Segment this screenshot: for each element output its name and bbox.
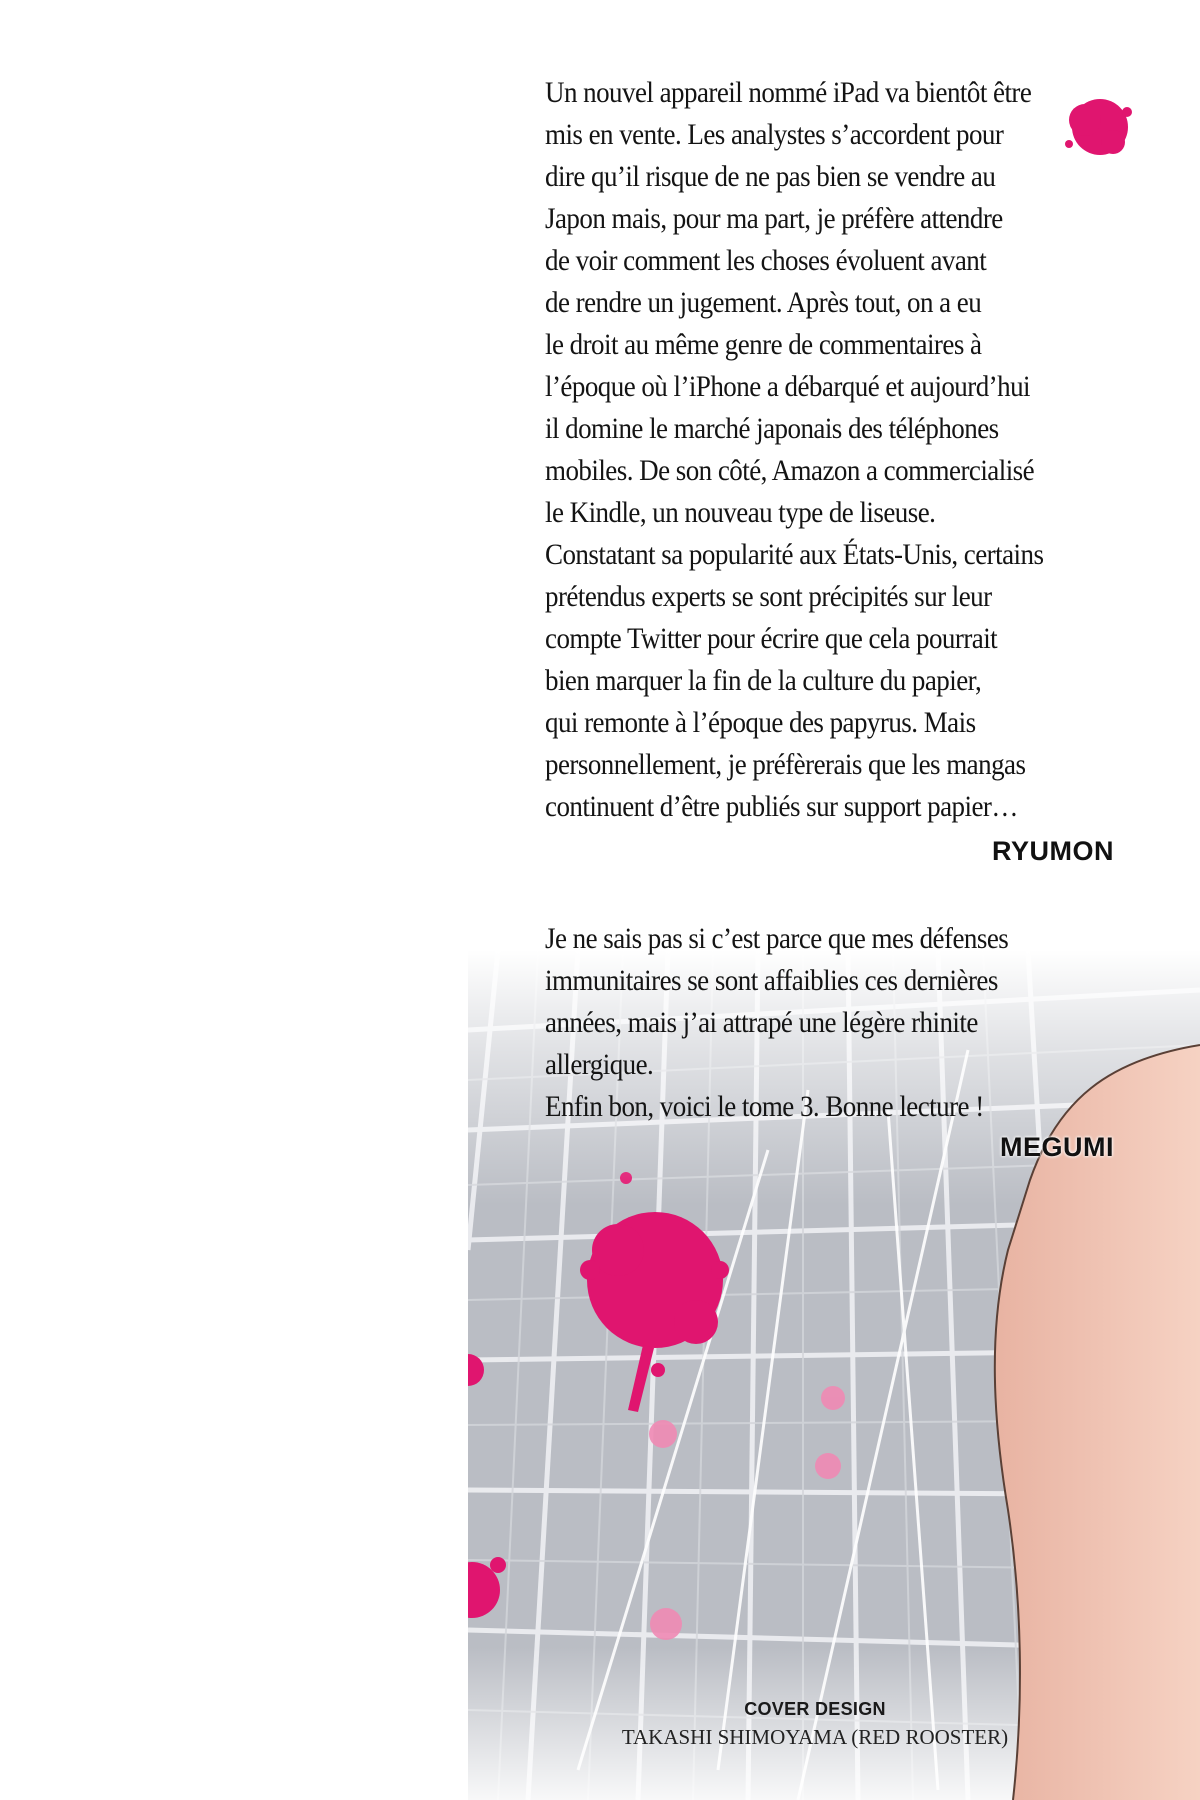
note-line: qui remonte à l’époque des papyrus. Mais xyxy=(545,706,976,739)
author-note-megumi xyxy=(545,918,1058,1128)
note-line: Un nouvel appareil nommé iPad va bientôt être xyxy=(545,76,1032,109)
cover-designer-name: TAKASHI SHIMOYAMA (RED ROOSTER) xyxy=(621,1725,1009,1749)
note-line: Constatant sa popularité aux États-Unis, certains xyxy=(545,538,1044,571)
note-line: Japon mais, pour ma part, je préfère attendre xyxy=(545,202,1003,235)
note-line: immunitaires se sont affaiblies ces dernières xyxy=(545,964,998,997)
note-line: de voir comment les choses évoluent avant xyxy=(545,244,987,277)
note-line: dire qu’il risque de ne pas bien se vendre au xyxy=(545,160,996,193)
cover-design-label: COVER DESIGN xyxy=(744,1699,886,1719)
ink-splash-top xyxy=(1055,82,1145,172)
signature-ryumon: RYUMON xyxy=(992,836,1114,866)
note-line: de rendre un jugement. Après tout, on a eu xyxy=(545,286,982,319)
signature-megumi: MEGUMI xyxy=(1000,1132,1114,1162)
note-line: l’époque où l’iPhone a débarqué et aujourd’hui xyxy=(545,370,1031,403)
note-line: il domine le marché japonais des téléphones xyxy=(545,412,999,445)
author-note-ryumon xyxy=(545,72,1058,828)
note-line: continuent d’être publiés sur support papier… xyxy=(545,790,1018,823)
note-line: personnellement, je préfèrerais que les mangas xyxy=(545,748,1026,781)
note-line: compte Twitter pour écrire que cela pourrait xyxy=(545,622,998,655)
note-line: bien marquer la fin de la culture du papier, xyxy=(545,664,982,697)
note-line: le droit au même genre de commentaires à xyxy=(545,328,982,361)
note-line: allergique. xyxy=(545,1048,654,1081)
note-line: années, mais j’ai attrapé une légère rhinite xyxy=(545,1006,978,1039)
note-line: prétendus experts se sont précipités sur leur xyxy=(545,580,992,613)
note-line: Je ne sais pas si c’est parce que mes défenses xyxy=(545,922,1009,955)
note-line: mis en vente. Les analystes s’accordent pour xyxy=(545,118,1004,151)
note-line: Enfin bon, voici le tome 3. Bonne lecture ! xyxy=(545,1090,984,1123)
note-line: le Kindle, un nouveau type de liseuse. xyxy=(545,496,936,529)
note-line: mobiles. De son côté, Amazon a commercialisé xyxy=(545,454,1035,487)
